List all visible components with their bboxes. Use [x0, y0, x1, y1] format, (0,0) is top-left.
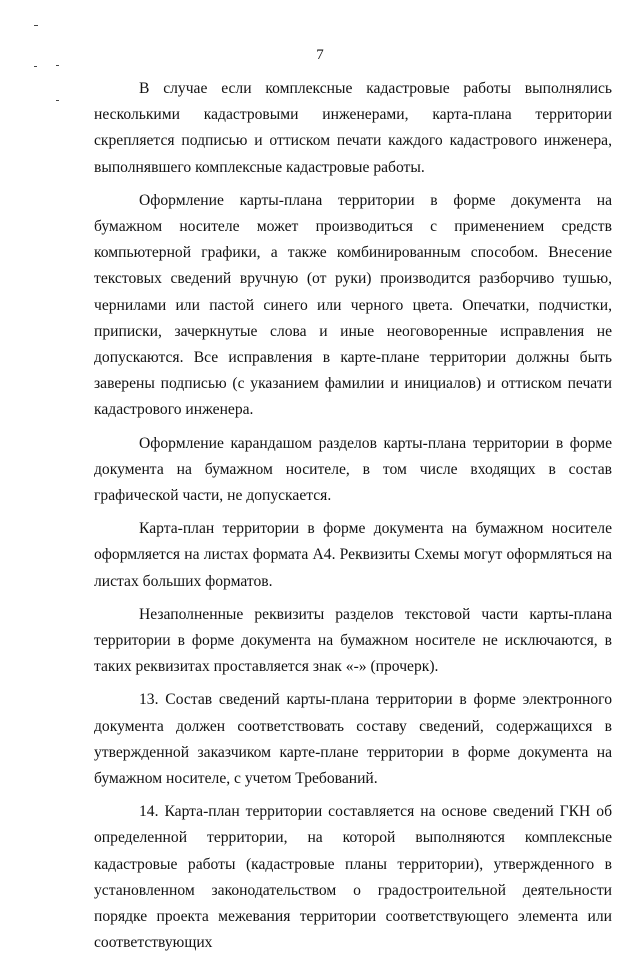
page-number: 7	[316, 47, 324, 63]
scan-margin-mark	[34, 25, 38, 26]
body-text	[94, 76, 612, 964]
paragraph: Незаполненные реквизиты разделов текстовой части карты-плана территории в форме документа на бумажном носителе не исключаются, в таких реквизитах проставляется знак «-» (прочерк).	[94, 605, 612, 676]
paragraph: Оформление карандашом разделов карты-плана территории в форме документа на бумажном носителе, в том числе входящих в состав графической части, не допускается.	[94, 434, 612, 505]
scan-margin-mark	[56, 100, 59, 101]
scan-margin-mark	[56, 65, 59, 66]
paragraph-item-13: 13. Состав сведений карты-плана территории в форме электронного документа должен соответствовать составу сведений, содержащихся в утвержденной заказчиком карте-плане территории в форме документа на бумажном носителе, с учетом Требований.	[94, 691, 612, 788]
paragraph-item-14: 14. Карта-план территории составляется на основе сведений ГКН об определенной территории, на которой выполняются комплексные кадастровые работы (кадастровые планы территории), утвержденного в установленном законодательством о градостроительной деятельности порядке проекта межевания территории соответствующего элемента или соответствующих	[94, 803, 612, 952]
paragraph: Карта-план территории в форме документа на бумажном носителе оформляется на листах формата А4. Реквизиты Схемы могут оформляться на листах больших форматов.	[94, 520, 612, 590]
scan-margin-mark	[34, 66, 37, 67]
paragraph: В случае если комплексные кадастровые работы выполнялись несколькими кадастровыми инженерами, карта-плана территории скрепляется подписью и оттиском печати каждого кадастрового инженера, выполнявшего комплексные кадастровые работы.	[94, 80, 612, 176]
paragraph: Оформление карты-плана территории в форме документа на бумажном носителе может производиться с применением средств компьютерной графики, а также комбинированным способом. Внесение текстовых сведений вручную (от руки) производится разборчиво тушью, чернилами или пастой синего или черного цвета. Опечатки, подчистки, приписки, зачеркнутые слова и иные неоговоренные исправления не допускаются. Все исправления в карте-плане территории должны быть заверены подписью (с указанием фамилии и инициалов) и оттиском печати кадастрового инженера.	[94, 191, 612, 419]
